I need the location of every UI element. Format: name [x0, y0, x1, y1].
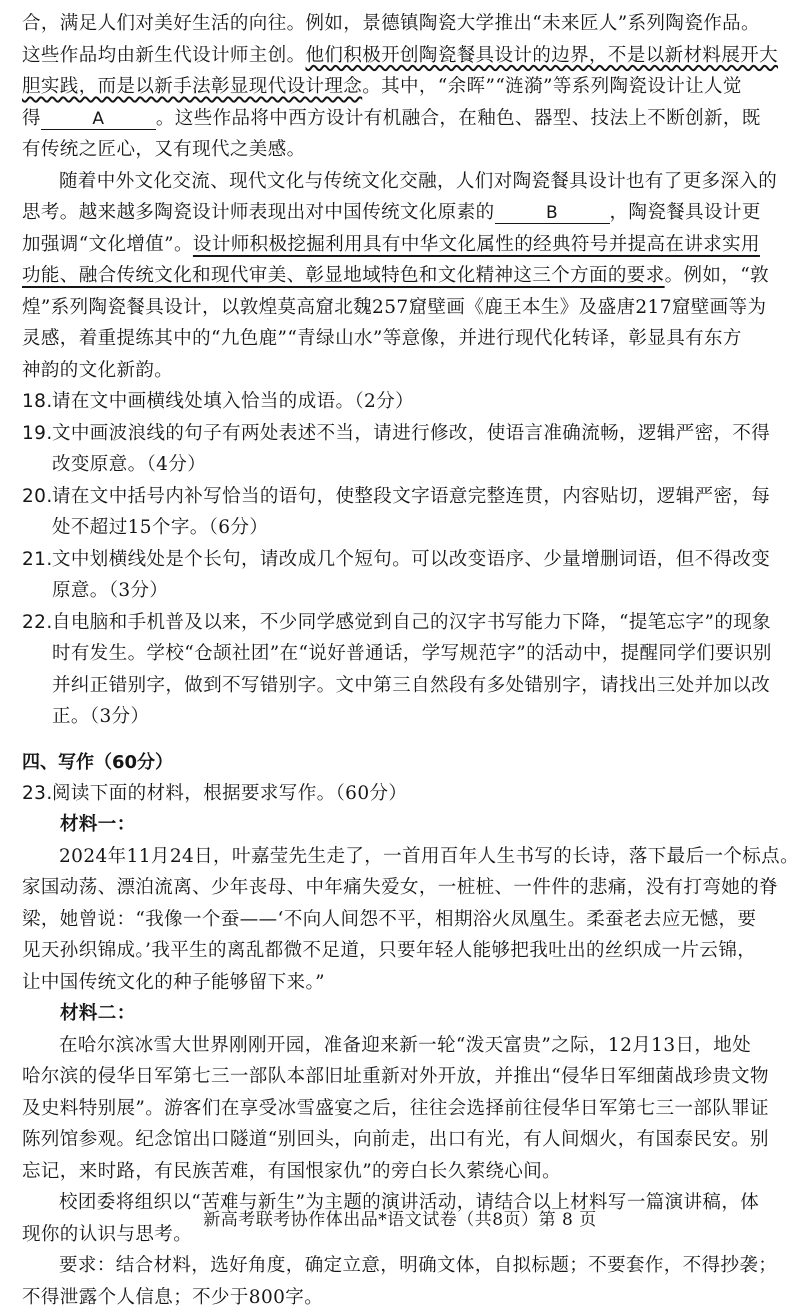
question-number: 22.	[22, 607, 52, 639]
material-line: 2024年11月24日，叶嘉莹先生走了，一首用百年人生书写的长诗，落下最后一个标点。	[22, 841, 774, 873]
passage-line: 随着中外文化交流、现代文化与传统文化交融，人们对陶瓷餐具设计也有了更多深入的	[22, 166, 774, 198]
question-text: 文中划横线处是个长句，请改成几个短句。可以改变语序、少量增删词语，但不得改变原意。（3分）	[52, 549, 770, 602]
question-number: 23.	[22, 778, 52, 810]
requirement-line: 要求：结合材料，选好角度，确定立意，明确文体，自拟标题；不要套作，不得抄袭；	[22, 1250, 774, 1282]
passage-line: 煌”系列陶瓷餐具设计，以敦煌莫高窟北魏257窟壁画《鹿王本生》及盛唐217窟壁画等为	[22, 292, 774, 324]
material-line: 见天孙织锦成。’我平生的离乱都微不足道，只要年轻人能够把我吐出的丝织成一片云锦，	[22, 935, 774, 967]
passage-line	[22, 197, 774, 229]
passage-line: 合，满足人们对美好生活的向往。例如，景德镇陶瓷大学推出“未来匠人”系列陶瓷作品。	[22, 8, 774, 40]
material-label: 材料二：	[22, 998, 774, 1030]
question-21	[22, 544, 774, 607]
passage-line	[22, 71, 774, 103]
requirement-line: 不得泄露个人信息；不少于800字。	[22, 1282, 774, 1313]
passage-line: 神韵的文化新韵。	[22, 355, 774, 387]
passage-line	[22, 40, 774, 72]
material-line: 哈尔滨的侵华日军第七三一部队本部旧址重新对外开放，并推出“侵华日军细菌战珍贵文物	[22, 1061, 774, 1093]
material-label: 材料一：	[22, 809, 774, 841]
underlined-long-sentence: 功能、融合传统文化和现代审美、彰显地域特色和文化精神这三个方面的要求	[22, 265, 665, 286]
question-number: 21.	[22, 544, 52, 576]
passage-line	[22, 229, 774, 261]
passage-line	[22, 103, 774, 135]
question-text: 阅读下面的材料，根据要求写作。（60分）	[52, 783, 407, 804]
passage-text: 加强调“文化增值”。	[22, 234, 193, 255]
question-text: 请在文中括号内补写恰当的语句，使整段文字语意完整连贯，内容贴切，逻辑严密，每处不超过15个字。（6分）	[52, 486, 770, 539]
material-line: 在哈尔滨冰雪大世界刚刚开园，准备迎来新一轮“泼天富贵”之际，12月13日，地处	[22, 1030, 774, 1062]
passage-text: 得	[22, 108, 41, 129]
question-number: 18.	[22, 386, 52, 418]
section-title: 四、写作（60分）	[22, 747, 774, 778]
material-line: 忘记，来时路，有民族苦难，有国恨家仇”的旁白长久萦绕心间。	[22, 1156, 774, 1188]
blank-a: A	[41, 109, 156, 130]
wavy-underlined-sentence: 胆实践，而是以新手法彰显现代设计理念	[22, 76, 362, 97]
passage-text: 。其中，“余晖”“涟漪”等系列陶瓷设计让人觉	[362, 76, 742, 97]
question-19	[22, 418, 774, 481]
task-line: 校团委将组织以“苦难与新生”为主题的演讲活动，请结合以上材料写一篇演讲稿，体	[22, 1187, 774, 1219]
task-line: 现你的认识与思考。	[22, 1219, 774, 1251]
underlined-long-sentence: 设计师积极挖掘利用具有中华文化属性的经典符号并提高在讲求实用	[193, 234, 760, 255]
passage-text: 。例如，“敦	[665, 265, 769, 286]
passage-text: ，陶瓷餐具设计更	[610, 202, 761, 223]
passage-line	[22, 260, 774, 292]
passage-text: 这些作品均由新生代设计师主创。	[22, 45, 306, 66]
question-text: 自电脑和手机普及以来，不少同学感觉到自己的汉字书写能力下降，“提笔忘字”的现象时有发生。学校“仓颉社团”在“说好普通话，学写规范字”的活动中，提醒同学们要识别并纠正错别字，做到不写错别字。文中第三自然段有多处错别字，请找出三处并加以改正。（3分）	[52, 612, 772, 728]
passage-text: 。这些作品将中西方设计有机融合，在釉色、器型、技法上不断创新，既	[156, 108, 761, 129]
question-20	[22, 481, 774, 544]
passage-line: 有传统之匠心，又有现代之美感。	[22, 134, 774, 166]
material-line: 及史料特别展”。游客们在享受冰雪盛宴之后，往往会选择前往侵华日军第七三一部队罪证	[22, 1093, 774, 1125]
question-22	[22, 607, 774, 733]
blank-b: B	[495, 203, 610, 224]
wavy-underlined-sentence: 他们积极开创陶瓷餐具设计的边界，不是以新材料展开大	[306, 45, 779, 66]
question-number: 20.	[22, 481, 52, 513]
question-number: 19.	[22, 418, 52, 450]
question-text: 文中画波浪线的句子有两处表述不当，请进行修改，使语言准确流畅，逻辑严密，不得改变原意。（4分）	[52, 423, 770, 476]
material-line: 梁，她曾说：“我像一个蚕——‘不向人间怨不平，相期浴火凤凰生。柔蚕老去应无憾，要	[22, 904, 774, 936]
question-23	[22, 778, 774, 810]
material-line: 家国动荡、漂泊流离、少年丧母、中年痛失爱女，一桩桩、一件件的悲痛，没有打弯她的脊	[22, 872, 774, 904]
question-18	[22, 386, 774, 418]
question-text: 请在文中画横线处填入恰当的成语。（2分）	[52, 391, 414, 412]
material-line: 让中国传统文化的种子能够留下来。”	[22, 967, 774, 999]
page-footer: 新高考联考协作体出品*语文试卷（共8页）第 8 页	[0, 1205, 800, 1230]
material-line: 陈列馆参观。纪念馆出口隧道“别回头，向前走，出口有光，有人间烟火，有国泰民安。别	[22, 1124, 774, 1156]
passage-line: 灵感，着重提练其中的“九色鹿”“青绿山水”等意像，并进行现代化转译，彰显具有东方	[22, 323, 774, 355]
passage-text: 思考。越来越多陶瓷设计师表现出对中国传统文化原素的	[22, 202, 495, 223]
